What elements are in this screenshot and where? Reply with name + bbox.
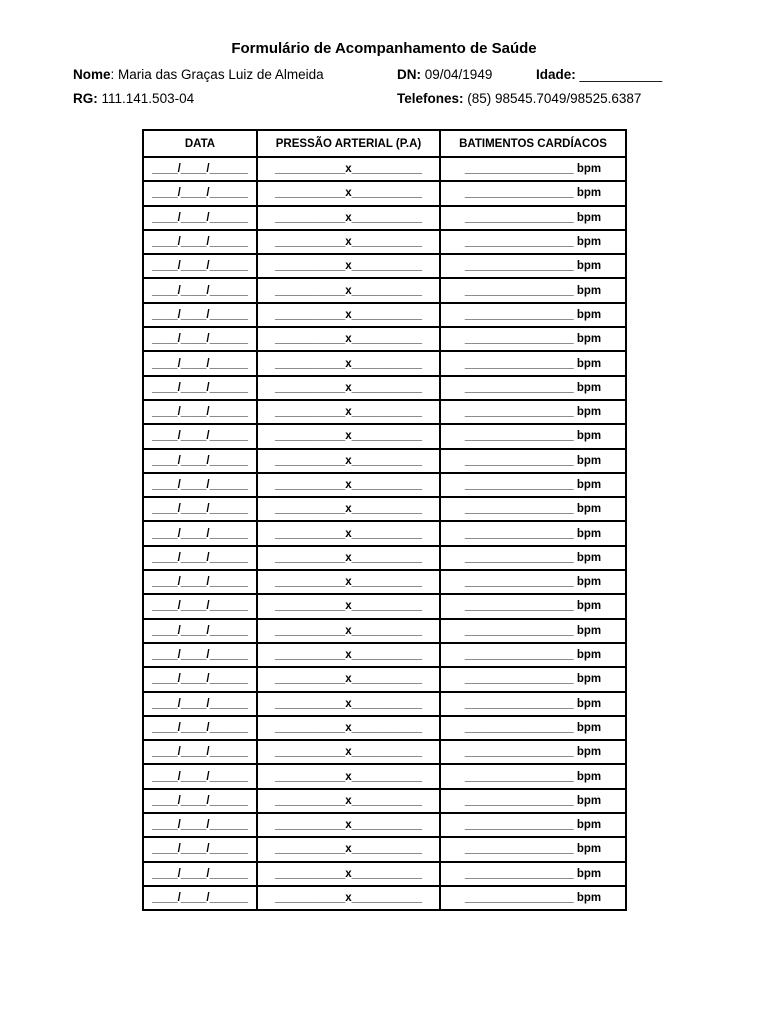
blood-pressure-field[interactable] — [257, 157, 440, 181]
blood-pressure-field[interactable] — [257, 813, 440, 837]
heart-rate-blank: _________________ bpm — [464, 892, 602, 905]
heart-rate-blank: _________________ bpm — [464, 236, 602, 249]
heart-rate-blank: _________________ bpm — [464, 819, 602, 832]
heart-rate-blank: _________________ bpm — [464, 503, 602, 516]
table-row — [143, 449, 626, 473]
blood-pressure-field[interactable] — [257, 643, 440, 667]
heart-rate-blank: _________________ bpm — [464, 479, 602, 491]
table-row — [143, 206, 626, 230]
blood-pressure-field[interactable] — [257, 303, 440, 327]
table-row — [143, 157, 626, 181]
tel-label: Telefones: — [397, 91, 464, 106]
patient-telefones — [397, 91, 641, 106]
table-row — [143, 473, 626, 497]
date-blank: ____/____/______ — [152, 357, 248, 370]
pressure-blank: ___________x___________ — [274, 163, 423, 176]
table-header-row — [143, 130, 626, 157]
heart-rate-field[interactable] — [440, 570, 626, 594]
date-field[interactable] — [143, 619, 257, 643]
pressure-blank: ___________x___________ — [274, 843, 423, 856]
patient-idade — [536, 67, 662, 82]
heart-rate-field[interactable] — [440, 862, 626, 886]
date-blank: ____/____/______ — [152, 503, 248, 516]
heart-rate-field[interactable] — [440, 716, 626, 740]
table-row — [143, 254, 626, 278]
date-field[interactable] — [143, 546, 257, 570]
heart-rate-blank: _________________ bpm — [464, 673, 602, 686]
heart-rate-blank: _________________ bpm — [464, 284, 602, 297]
heart-rate-field[interactable] — [440, 351, 626, 375]
date-blank: ____/____/______ — [152, 163, 248, 176]
date-field[interactable] — [143, 643, 257, 667]
date-blank: ____/____/______ — [152, 430, 248, 443]
blood-pressure-field[interactable] — [257, 667, 440, 691]
date-field[interactable] — [143, 157, 257, 181]
table-row — [143, 521, 626, 545]
date-blank: ____/____/______ — [152, 527, 248, 540]
date-field[interactable] — [143, 740, 257, 764]
date-field[interactable] — [143, 570, 257, 594]
table-row — [143, 351, 626, 375]
date-blank: ____/____/______ — [152, 746, 248, 759]
date-field[interactable] — [143, 278, 257, 302]
blood-pressure-field[interactable] — [257, 497, 440, 521]
table-row — [143, 716, 626, 740]
table-row — [143, 764, 626, 788]
patient-name — [73, 67, 324, 82]
table-row — [143, 886, 626, 910]
table-row — [143, 594, 626, 618]
heart-rate-blank: _________________ bpm — [464, 649, 602, 662]
blood-pressure-field[interactable] — [257, 254, 440, 278]
table-row — [143, 619, 626, 643]
heart-rate-blank: _________________ bpm — [464, 551, 602, 564]
heart-rate-field[interactable] — [440, 400, 626, 424]
table-row — [143, 497, 626, 521]
date-field[interactable] — [143, 716, 257, 740]
blood-pressure-field[interactable] — [257, 716, 440, 740]
heart-rate-blank: _________________ bpm — [464, 260, 602, 273]
date-field[interactable] — [143, 692, 257, 716]
blood-pressure-field[interactable] — [257, 886, 440, 910]
date-blank: ____/____/______ — [152, 624, 248, 637]
header-pressao-arterial: PRESSÃO ARTERIAL (P.A) — [257, 130, 440, 157]
date-field[interactable] — [143, 521, 257, 545]
pressure-blank: ___________x___________ — [274, 819, 423, 832]
heart-rate-field[interactable] — [440, 643, 626, 667]
table-row — [143, 181, 626, 205]
pressure-blank: ___________x___________ — [274, 406, 423, 419]
table-row — [143, 570, 626, 594]
heart-rate-blank: _________________ bpm — [464, 697, 602, 710]
date-field[interactable] — [143, 206, 257, 230]
heart-rate-field[interactable] — [440, 473, 626, 497]
heart-rate-field[interactable] — [440, 886, 626, 910]
blood-pressure-field[interactable] — [257, 521, 440, 545]
table-row — [143, 837, 626, 861]
patient-rg — [73, 91, 194, 106]
blood-pressure-field[interactable] — [257, 789, 440, 813]
date-field[interactable] — [143, 789, 257, 813]
table-row — [143, 667, 626, 691]
heart-rate-field[interactable] — [440, 157, 626, 181]
pressure-blank: ___________x___________ — [274, 211, 423, 224]
heart-rate-blank: _________________ bpm — [464, 333, 602, 346]
date-blank: ____/____/______ — [152, 381, 248, 394]
date-blank: ____/____/______ — [152, 770, 248, 783]
heart-rate-field[interactable] — [440, 764, 626, 788]
date-blank: ____/____/______ — [152, 649, 248, 662]
heart-rate-field[interactable] — [440, 254, 626, 278]
heart-rate-field[interactable] — [440, 521, 626, 545]
heart-rate-blank: _________________ bpm — [464, 381, 602, 394]
date-blank: ____/____/______ — [152, 308, 248, 321]
date-field[interactable] — [143, 376, 257, 400]
pressure-blank: ___________x___________ — [274, 260, 423, 273]
blood-pressure-field[interactable] — [257, 764, 440, 788]
date-field[interactable] — [143, 327, 257, 351]
date-field[interactable] — [143, 473, 257, 497]
pressure-blank: ___________x___________ — [274, 600, 423, 613]
heart-rate-field[interactable] — [440, 449, 626, 473]
date-field[interactable] — [143, 449, 257, 473]
blood-pressure-field[interactable] — [257, 351, 440, 375]
date-field[interactable] — [143, 424, 257, 448]
heart-rate-field[interactable] — [440, 740, 626, 764]
heart-rate-blank: _________________ bpm — [464, 794, 602, 807]
heart-rate-blank: _________________ bpm — [464, 308, 602, 321]
blood-pressure-field[interactable] — [257, 449, 440, 473]
dn-label: DN: — [397, 67, 421, 82]
idade-value: ___________ — [579, 67, 663, 82]
pressure-blank: ___________x___________ — [274, 381, 423, 394]
date-field[interactable] — [143, 497, 257, 521]
table-row — [143, 813, 626, 837]
date-blank: ____/____/______ — [152, 454, 248, 467]
pressure-blank: ___________x___________ — [274, 624, 423, 637]
pressure-blank: ___________x___________ — [274, 454, 423, 467]
blood-pressure-field[interactable] — [257, 278, 440, 302]
heart-rate-blank: _________________ bpm — [464, 527, 602, 540]
blood-pressure-field[interactable] — [257, 327, 440, 351]
heart-rate-field[interactable] — [440, 837, 626, 861]
blood-pressure-field[interactable] — [257, 837, 440, 861]
dn-value: 09/04/1949 — [424, 67, 493, 82]
blood-pressure-field[interactable] — [257, 546, 440, 570]
blood-pressure-field[interactable] — [257, 376, 440, 400]
pressure-blank: ___________x___________ — [274, 746, 423, 759]
table-row — [143, 692, 626, 716]
date-field[interactable] — [143, 230, 257, 254]
pressure-blank: ___________x___________ — [274, 649, 423, 662]
date-field[interactable] — [143, 181, 257, 205]
date-blank: ____/____/______ — [152, 406, 248, 419]
date-blank: ____/____/______ — [152, 333, 248, 346]
pressure-blank: ___________x___________ — [274, 187, 423, 200]
date-field[interactable] — [143, 351, 257, 375]
rg-value: 111.141.503-04 — [101, 91, 195, 106]
date-blank: ____/____/______ — [152, 576, 248, 589]
blood-pressure-field[interactable] — [257, 206, 440, 230]
pressure-blank: ___________x___________ — [274, 576, 423, 589]
heart-rate-blank: _________________ bpm — [464, 406, 602, 419]
table-row — [143, 303, 626, 327]
name-value: Maria das Graças Luiz de Almeida — [118, 67, 324, 82]
heart-rate-field[interactable] — [440, 303, 626, 327]
pressure-blank: ___________x___________ — [274, 308, 423, 321]
heart-rate-blank: _________________ bpm — [464, 843, 602, 856]
pressure-blank: ___________x___________ — [274, 503, 423, 516]
table-row — [143, 376, 626, 400]
pressure-blank: ___________x___________ — [274, 867, 423, 880]
date-blank: ____/____/______ — [152, 697, 248, 710]
table-row — [143, 643, 626, 667]
heart-rate-blank: _________________ bpm — [464, 357, 602, 370]
pressure-blank: ___________x___________ — [274, 333, 423, 346]
health-tracking-table — [142, 129, 627, 911]
pressure-blank: ___________x___________ — [274, 527, 423, 540]
pressure-blank: ___________x___________ — [274, 892, 423, 905]
heart-rate-field[interactable] — [440, 206, 626, 230]
date-blank: ____/____/______ — [152, 721, 248, 734]
date-field[interactable] — [143, 764, 257, 788]
blood-pressure-field[interactable] — [257, 424, 440, 448]
heart-rate-field[interactable] — [440, 376, 626, 400]
blood-pressure-field[interactable] — [257, 692, 440, 716]
heart-rate-blank: _________________ bpm — [464, 746, 602, 759]
date-blank: ____/____/______ — [152, 892, 248, 905]
date-blank: ____/____/______ — [152, 673, 248, 686]
pressure-blank: ___________x___________ — [274, 697, 423, 710]
blood-pressure-field[interactable] — [257, 594, 440, 618]
heart-rate-field[interactable] — [440, 546, 626, 570]
heart-rate-blank: _________________ bpm — [464, 211, 602, 224]
blood-pressure-field[interactable] — [257, 181, 440, 205]
tel-value: (85) 98545.7049/98525.6387 — [467, 91, 642, 106]
blood-pressure-field[interactable] — [257, 740, 440, 764]
heart-rate-field[interactable] — [440, 497, 626, 521]
blood-pressure-field[interactable] — [257, 570, 440, 594]
name-separator: : — [110, 67, 119, 82]
heart-rate-field[interactable] — [440, 789, 626, 813]
pressure-blank: ___________x___________ — [274, 236, 423, 249]
table-row — [143, 862, 626, 886]
date-field[interactable] — [143, 862, 257, 886]
table-row — [143, 740, 626, 764]
table-row — [143, 327, 626, 351]
date-blank: ____/____/______ — [152, 794, 248, 807]
form-title: Formulário de Acompanhamento de Saúde — [231, 40, 537, 57]
pressure-blank: ___________x___________ — [274, 479, 423, 491]
idade-label: Idade: — [536, 67, 576, 82]
heart-rate-blank: _________________ bpm — [464, 163, 602, 176]
heart-rate-field[interactable] — [440, 594, 626, 618]
heart-rate-field[interactable] — [440, 692, 626, 716]
heart-rate-blank: _________________ bpm — [464, 624, 602, 637]
pressure-blank: ___________x___________ — [274, 673, 423, 686]
blood-pressure-field[interactable] — [257, 862, 440, 886]
table-row — [143, 230, 626, 254]
blood-pressure-field[interactable] — [257, 400, 440, 424]
blood-pressure-field[interactable] — [257, 619, 440, 643]
patient-dn — [397, 67, 492, 82]
heart-rate-blank: _________________ bpm — [464, 576, 602, 589]
table-body — [143, 157, 626, 910]
rg-label: RG: — [73, 91, 98, 106]
date-field[interactable] — [143, 303, 257, 327]
heart-rate-field[interactable] — [440, 181, 626, 205]
table-row — [143, 789, 626, 813]
heart-rate-blank: _________________ bpm — [464, 721, 602, 734]
pressure-blank: ___________x___________ — [274, 551, 423, 564]
heart-rate-field[interactable] — [440, 424, 626, 448]
blood-pressure-field[interactable] — [257, 473, 440, 497]
date-field[interactable] — [143, 813, 257, 837]
table-row — [143, 424, 626, 448]
heart-rate-field[interactable] — [440, 278, 626, 302]
header-batimentos-cardiacos: BATIMENTOS CARDÍACOS — [440, 130, 626, 157]
heart-rate-field[interactable] — [440, 619, 626, 643]
table-row — [143, 400, 626, 424]
heart-rate-blank: _________________ bpm — [464, 867, 602, 880]
date-blank: ____/____/______ — [152, 187, 248, 200]
date-field[interactable] — [143, 594, 257, 618]
table-row — [143, 278, 626, 302]
date-blank: ____/____/______ — [152, 236, 248, 249]
date-blank: ____/____/______ — [152, 843, 248, 856]
header-data: DATA — [143, 130, 257, 157]
table-row — [143, 546, 626, 570]
pressure-blank: ___________x___________ — [274, 357, 423, 370]
date-field[interactable] — [143, 667, 257, 691]
pressure-blank: ___________x___________ — [274, 770, 423, 783]
pressure-blank: ___________x___________ — [274, 721, 423, 734]
date-field[interactable] — [143, 886, 257, 910]
heart-rate-blank: _________________ bpm — [464, 770, 602, 783]
heart-rate-blank: _________________ bpm — [464, 600, 602, 613]
blood-pressure-field[interactable] — [257, 230, 440, 254]
date-blank: ____/____/______ — [152, 819, 248, 832]
pressure-blank: ___________x___________ — [274, 794, 423, 807]
date-field[interactable] — [143, 837, 257, 861]
heart-rate-field[interactable] — [440, 327, 626, 351]
date-field[interactable] — [143, 400, 257, 424]
date-blank: ____/____/______ — [152, 211, 248, 224]
date-blank: ____/____/______ — [152, 284, 248, 297]
heart-rate-blank: _________________ bpm — [464, 187, 602, 200]
heart-rate-field[interactable] — [440, 230, 626, 254]
date-blank: ____/____/______ — [152, 479, 248, 491]
date-field[interactable] — [143, 254, 257, 278]
heart-rate-blank: _________________ bpm — [464, 454, 602, 467]
date-blank: ____/____/______ — [152, 551, 248, 564]
date-blank: ____/____/______ — [152, 600, 248, 613]
pressure-blank: ___________x___________ — [274, 430, 423, 443]
heart-rate-field[interactable] — [440, 813, 626, 837]
pressure-blank: ___________x___________ — [274, 284, 423, 297]
name-label: Nome — [73, 67, 111, 82]
heart-rate-field[interactable] — [440, 667, 626, 691]
heart-rate-blank: _________________ bpm — [464, 430, 602, 443]
date-blank: ____/____/______ — [152, 867, 248, 880]
date-blank: ____/____/______ — [152, 260, 248, 273]
